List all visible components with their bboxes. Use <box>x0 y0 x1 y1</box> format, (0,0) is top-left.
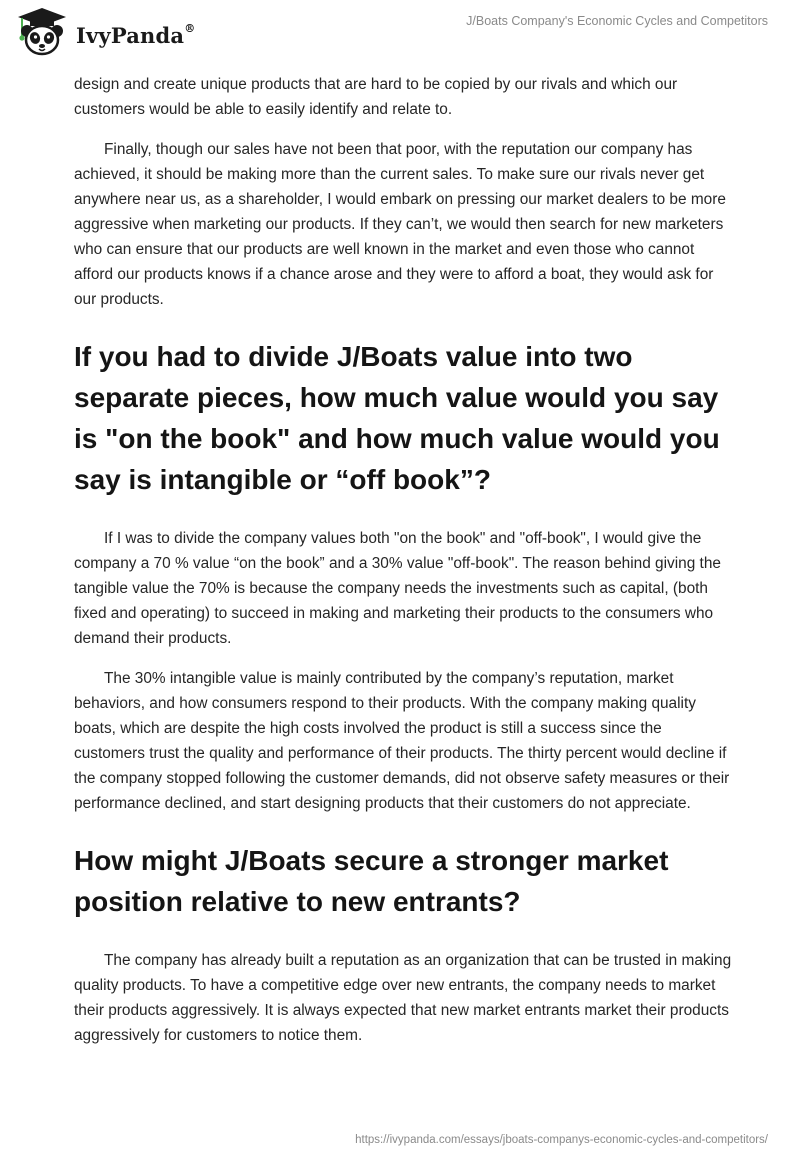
section-heading-2: How might J/Boats secure a stronger market position relative to new entrants? <box>74 845 669 917</box>
document-title: J/Boats Company's Economic Cycles and Competitors <box>466 14 768 28</box>
panda-graduate-icon <box>14 6 70 58</box>
article-body <box>74 72 734 1063</box>
section-heading-1: If you had to divide J/Boats value into two separate pieces, how much value would you say is "on the book" and how much value would you say is intangible or “off book”? <box>74 341 720 495</box>
paragraph-1: design and create unique products that are hard to be copied by our rivals and which our customers would be able to easily identify and relate to. <box>74 76 678 118</box>
brand-name: IvyPanda® <box>76 21 196 48</box>
paragraph-2: Finally, though our sales have not been that poor, with the reputation our company has achieved, it should be making more than the current sales. To make sure our rivals never get anywhere near us, as a shareholder, I would embark on pressing our market dealers to be more aggressive when marketing our products. If they can’t, we would then search for new marketers who can ensure that our products are well known in the market and even those who cannot afford our products knows if a chance arose and they were to afford a boat, they would ask for our products. <box>74 141 726 308</box>
ivypanda-logo[interactable] <box>14 6 195 58</box>
page-header <box>0 0 800 64</box>
source-url-link[interactable]: https://ivypanda.com/essays/jboats-companys-economic-cycles-and-competitors/ <box>355 1134 768 1146</box>
paragraph-5: The company has already built a reputation as an organization that can be trusted in making quality products. To have a competitive edge over new entrants, the company needs to market their products aggressively. It is always expected that new market entrants market their products aggressively for customers to notice them. <box>74 952 732 1044</box>
paragraph-3: If I was to divide the company values both "on the book" and "off-book", I would give the company a 70 % value “on the book” and a 30% value "off-book". The reason behind giving the tangible value the 70% is because the company needs the investments such as capital, (both fixed and operating) to succeed in making and marketing their products to the consumers who demand their products. <box>74 530 721 647</box>
paragraph-4: The 30% intangible value is mainly contributed by the company’s reputation, market behaviors, and how consumers respond to their products. With the company making quality boats, which are despite the high costs involved the product is still a success since the customers trust the quality and performance of their products. The thirty percent would decline if the company stopped following the customer demands, did not observe safety measures or their performance declined, and start designing products that their customers do not appreciate. <box>74 670 730 812</box>
